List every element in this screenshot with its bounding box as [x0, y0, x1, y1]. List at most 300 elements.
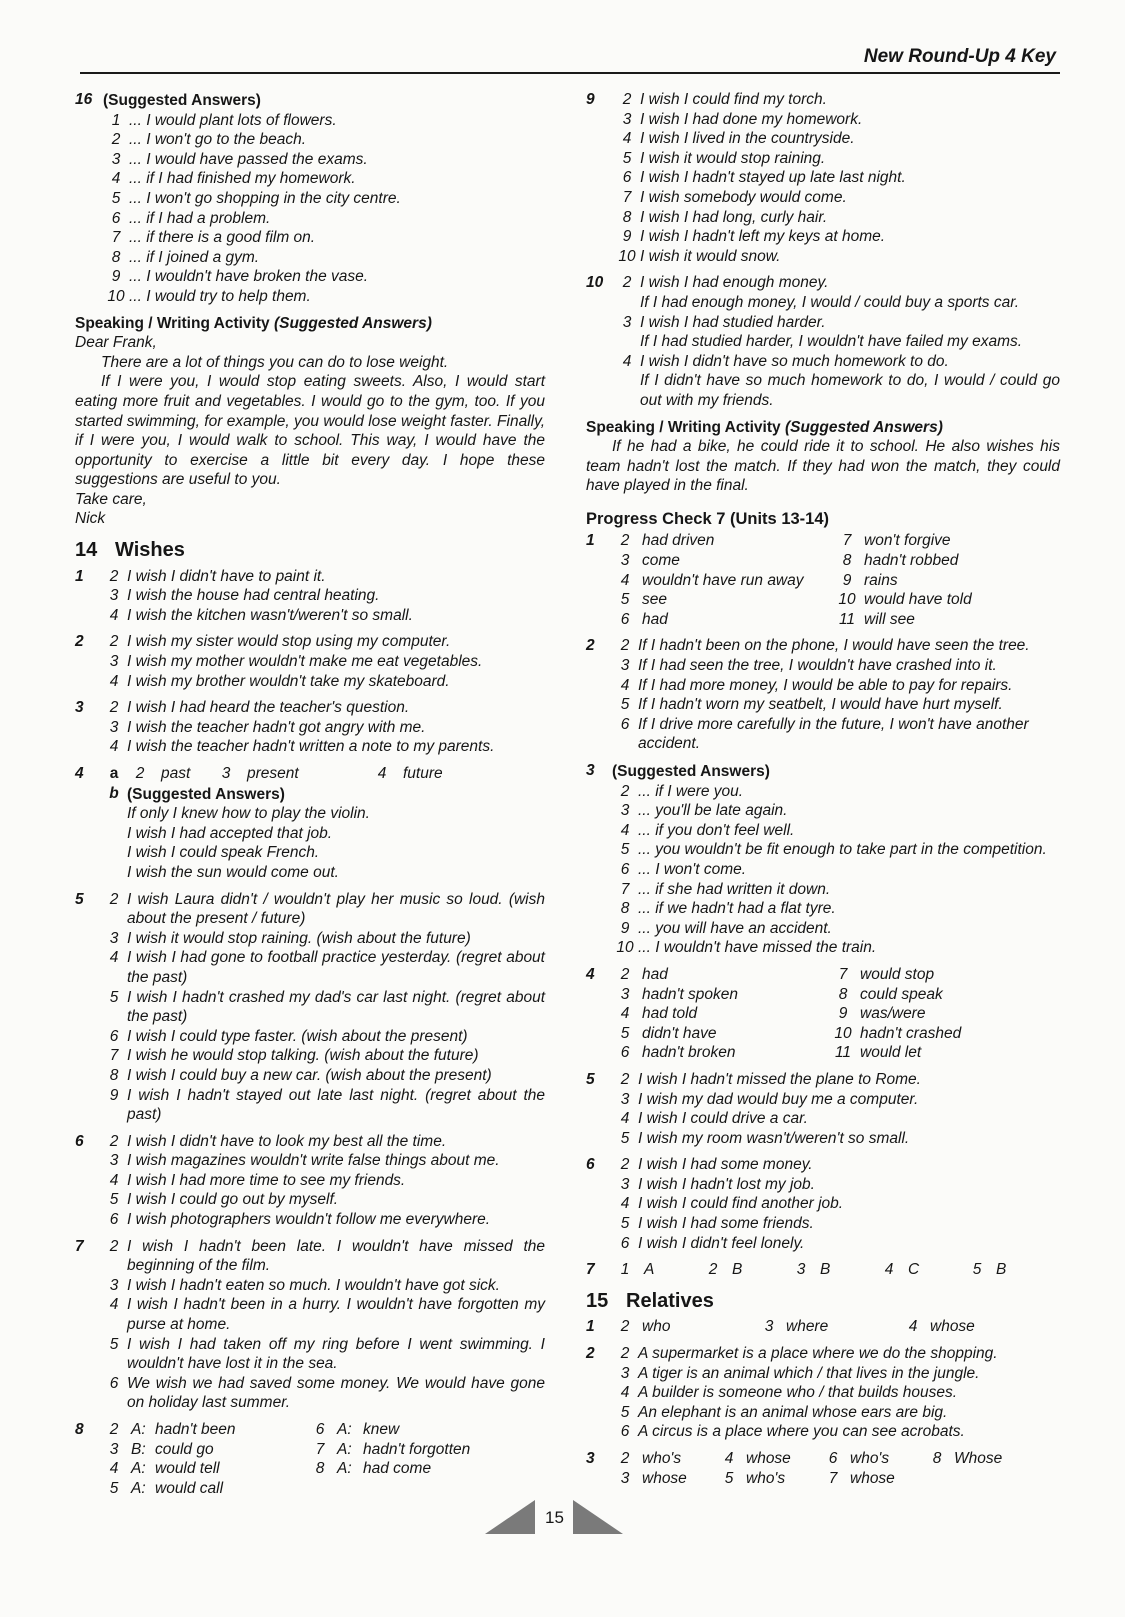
item-number: 6	[109, 1027, 119, 1045]
exercise-body	[101, 890, 545, 1125]
answer-line	[614, 188, 1060, 208]
item-number: 4	[109, 672, 119, 690]
answer-text: I wish I could type faster. (wish about the present)	[127, 1027, 468, 1045]
cell: had come	[363, 1460, 432, 1478]
answer-line	[612, 985, 1060, 1005]
item-number: 5	[109, 1191, 119, 1209]
cell: 6	[620, 610, 630, 628]
cell: Whose	[954, 1450, 1003, 1467]
answer-line	[614, 247, 1060, 267]
part-label: a	[109, 765, 119, 782]
exercise-number: 3	[586, 1450, 595, 1467]
exercise	[75, 764, 545, 883]
cell: wouldn't have run away	[642, 571, 804, 589]
item-number: 6	[620, 1423, 630, 1441]
answer-text: ... I would try to help them.	[129, 287, 311, 305]
answer-text: ... you'll be late again.	[638, 802, 788, 820]
exercise-number: 10	[586, 274, 604, 292]
item-number: 3	[796, 1261, 806, 1279]
answer-line	[612, 1449, 1060, 1469]
answer-line	[612, 840, 1060, 860]
answer-text: I wish I hadn't stayed out late last night. (regret about the past)	[127, 1086, 545, 1124]
exercise-body	[101, 1237, 545, 1413]
item-number: 4	[109, 949, 119, 967]
answer-line	[103, 287, 545, 307]
answer-text	[640, 273, 1060, 312]
answer-line	[101, 1420, 545, 1440]
item-number: 5	[620, 1403, 630, 1421]
exercise-body	[612, 761, 1060, 958]
answer-text	[640, 352, 1060, 411]
exercise-number: 6	[75, 1132, 84, 1150]
item-number: 1	[111, 111, 121, 129]
cell: had	[642, 610, 668, 628]
item-number: 10	[618, 247, 636, 265]
item-number: 4	[620, 676, 630, 694]
answer-line	[101, 1171, 545, 1191]
section-head: (Suggested Answers)	[103, 92, 261, 109]
cell: who's	[850, 1450, 890, 1467]
answer-text: ... I would plant lots of flowers.	[129, 111, 337, 129]
speaking-head	[75, 314, 545, 334]
answer-text: future	[403, 765, 443, 782]
answer-text: I wish the teacher hadn't got angry with me.	[127, 718, 426, 736]
exercise-body	[612, 965, 1060, 1063]
item-number: 2	[109, 1237, 119, 1255]
speaking-title: Speaking / Writing Activity	[75, 314, 274, 332]
item-number: 4	[109, 1171, 119, 1189]
answer-text: I wish I had some money.	[638, 1156, 813, 1174]
cell: 7	[828, 1469, 838, 1487]
exercise-number: 4	[586, 965, 595, 983]
answer-text: A tiger is an animal which / that lives in the jungle.	[638, 1364, 980, 1382]
item-number: 2	[109, 567, 119, 585]
item-number: 7	[109, 1047, 119, 1065]
cell: 10	[834, 1024, 852, 1042]
item-number: 4	[622, 352, 632, 370]
answer-line	[612, 590, 1060, 610]
answer-line	[612, 860, 1060, 880]
answer-text: If only I knew how to play the violin.	[127, 805, 370, 823]
answer-line	[101, 988, 545, 1027]
answer-text: I wish I had some friends.	[638, 1215, 814, 1233]
answer-line	[103, 189, 545, 209]
answer-text: I wish my sister would stop using my computer.	[127, 633, 451, 651]
letter-p2: If I were you, I would stop eating sweets. Also, I would start eating more fruit and vegetables. I would go to the gym, too. If you started swimming, for example, you would lose weight faster. Finally, if I were you, I would walk to school. This way, I would have the opportunity to exercise a little bit every day. I hope these suggestions are useful to you.	[75, 373, 545, 489]
answer-text: I wish I had heard the teacher's question.	[127, 699, 410, 717]
answer-text: I wish I had done my homework.	[640, 110, 863, 128]
item-number: 7	[111, 229, 121, 247]
answer-line	[103, 130, 545, 150]
exercise-body	[101, 1132, 545, 1230]
speaking-activity	[586, 418, 1060, 496]
item-number: 6	[109, 1374, 119, 1392]
answer-line	[101, 1374, 545, 1413]
answer-text: A supermarket is a place where we do the shopping.	[638, 1345, 998, 1363]
answer-text: I wish I hadn't lost my job.	[638, 1175, 815, 1193]
cell: who's	[642, 1450, 682, 1467]
item-number: 4	[109, 1296, 119, 1314]
answer-line	[101, 1237, 545, 1276]
item-number: 4	[111, 170, 121, 188]
answer-text: B	[996, 1261, 1007, 1279]
answer-line	[101, 1132, 545, 1152]
answer-text: ... I won't come.	[638, 860, 747, 878]
answer-text: A	[644, 1261, 655, 1279]
cell: 4	[620, 1005, 630, 1023]
answer-line	[103, 267, 545, 287]
cell: rains	[864, 571, 898, 589]
cell: would stop	[860, 965, 935, 983]
cell	[333, 1479, 363, 1499]
item-number: 3	[109, 929, 119, 947]
answer-text: ... you wouldn't be fit enough to take part in the competition.	[638, 841, 1047, 859]
unit-heading	[586, 1289, 1060, 1312]
cell: 6	[315, 1421, 325, 1438]
exercise	[586, 1317, 1060, 1337]
exercise	[75, 567, 545, 626]
answer-text: I wish somebody would come.	[640, 188, 847, 206]
answer-line	[614, 352, 1060, 411]
answer-line	[614, 129, 1060, 149]
answer-text: We wish we had saved some money. We would have gone on holiday last summer.	[127, 1374, 545, 1412]
item-number: 6	[620, 715, 630, 733]
cell: could speak	[860, 985, 943, 1003]
answer-line	[612, 1403, 1060, 1423]
answer-text: If I drive more carefully in the future, I won't have another accident.	[638, 715, 1029, 753]
answer-line	[612, 1422, 1060, 1442]
letter-greeting: Dear Frank,	[75, 334, 157, 352]
item-number: 8	[622, 208, 632, 226]
exercise-number: 1	[586, 1318, 595, 1336]
item-number: 4	[884, 1261, 894, 1279]
cell: 4	[724, 1450, 734, 1467]
item-number: 4	[622, 130, 632, 148]
answer-text: I wish I didn't feel lonely.	[638, 1234, 805, 1252]
exercise	[75, 1420, 545, 1498]
answer-text: I wish I hadn't been in a hurry. I wouldn't have forgotten my purse at home.	[127, 1296, 545, 1334]
answer-line	[612, 965, 1060, 985]
cell	[950, 1469, 1028, 1489]
answer-text: If I had seen the tree, I wouldn't have crashed into it.	[638, 657, 997, 675]
item-number: 5	[620, 841, 630, 859]
cell: 4	[109, 1460, 119, 1478]
cell: 7	[842, 532, 852, 550]
answer-text: ... if I had a problem.	[129, 209, 271, 227]
item-number: 10	[616, 939, 634, 957]
left-column	[75, 90, 545, 1505]
item-number: 5	[622, 149, 632, 167]
answer-text: I wish I didn't have to look my best all the time.	[127, 1132, 447, 1150]
cell: 2	[620, 1450, 630, 1467]
cell: 8	[932, 1450, 942, 1467]
answer-line	[101, 1440, 545, 1460]
cell: hadn't robbed	[864, 552, 959, 570]
answer-line	[612, 1469, 1060, 1489]
item-number: 4	[908, 1318, 918, 1336]
answer-text: I wish I hadn't eaten so much. I wouldn't have got sick.	[127, 1276, 500, 1294]
cell	[363, 1479, 513, 1499]
exercise-number: 2	[75, 633, 84, 651]
exercise-body	[614, 90, 1060, 266]
unit-title: Relatives	[626, 1289, 714, 1312]
part-label: b	[109, 784, 119, 802]
answer-text: who	[642, 1318, 671, 1336]
exercise-number: 5	[586, 1070, 595, 1088]
answer-text: ... I wouldn't have broken the vase.	[129, 268, 369, 286]
exercise	[75, 632, 545, 691]
item-number: 3	[221, 765, 231, 782]
cell: who's	[746, 1469, 786, 1487]
item-number: 1	[620, 1261, 630, 1279]
exercise-number: 3	[586, 762, 595, 779]
item-number: 9	[620, 919, 630, 937]
item-number: 5	[620, 1129, 630, 1147]
answer-line	[612, 1090, 1060, 1110]
speaking-subtitle: (Suggested Answers)	[273, 314, 432, 332]
item-number: 4	[109, 738, 119, 756]
cell: had	[642, 965, 668, 983]
answer-line	[612, 636, 1060, 656]
item-number: 2	[620, 1070, 630, 1088]
cell: A:	[337, 1421, 352, 1438]
item-number: 4	[620, 821, 630, 839]
item-number: 6	[620, 860, 630, 878]
cell: hadn't broken	[642, 1044, 736, 1062]
answer-text: I wish I hadn't crashed my dad's car last night. (regret about the past)	[127, 988, 545, 1026]
answer-text: I wish I could buy a new car. (wish about the present)	[127, 1066, 492, 1084]
part-b	[101, 784, 545, 883]
exercise-body	[101, 764, 545, 883]
answer-text: A builder is someone who / that builds houses.	[638, 1384, 958, 1402]
answer-line	[101, 1086, 545, 1125]
answer-text: If I hadn't been on the phone, I would have seen the tree.	[638, 637, 1030, 655]
progress-heading: Progress Check 7 (Units 13-14)	[586, 509, 830, 528]
item-number: 5	[620, 696, 630, 714]
cell: 5	[620, 1024, 630, 1042]
answer-line	[612, 1364, 1060, 1384]
answer-text: I wish I had gone to football practice yesterday. (regret about the past)	[127, 949, 545, 986]
unit-heading	[75, 541, 545, 561]
cell: 11	[838, 610, 856, 628]
answer-line	[612, 782, 1060, 802]
wish-sentence: I wish I had enough money.	[640, 274, 829, 292]
cell: 7	[838, 965, 848, 983]
answer-text: ... I won't go shopping in the city centre.	[129, 189, 401, 207]
cell: 11	[834, 1044, 852, 1062]
answer-text: present	[247, 765, 299, 782]
answer-text: I wish my brother wouldn't take my skateboard.	[127, 672, 450, 690]
item-number: 9	[111, 268, 121, 286]
item-number: 5	[620, 1215, 630, 1233]
exercise	[586, 1070, 1060, 1148]
answer-text: I wish I could drive a car.	[638, 1110, 808, 1128]
speaking-head	[586, 418, 1060, 438]
exercise	[586, 1155, 1060, 1253]
answer-line	[101, 586, 545, 606]
cell: whose	[746, 1450, 791, 1467]
answer-text: I wish I had accepted that job.	[127, 824, 333, 842]
item-number: 8	[109, 1066, 119, 1084]
answer-text: I wish I could speak French.	[127, 844, 320, 862]
answer-line	[612, 1175, 1060, 1195]
answer-line	[612, 1109, 1060, 1129]
exercise	[75, 90, 545, 307]
answer-text: ... if I joined a gym.	[129, 248, 260, 266]
answer-text: I wish it would stop raining.	[640, 149, 826, 167]
answer-text: ... I won't go to the beach.	[129, 131, 307, 149]
item-number: 2	[622, 91, 632, 108]
answer-text: I wish I could go out by myself.	[127, 1191, 339, 1209]
exercise-body	[103, 90, 545, 307]
item-number: 2	[622, 274, 632, 292]
item-number: 3	[109, 1276, 119, 1294]
item-number: 3	[620, 1090, 630, 1108]
answer-text: ... if we hadn't had a flat tyre.	[638, 900, 836, 918]
speaking-text: If he had a bike, he could ride it to school. He also wishes his team hadn't lost the match. If they had won the match, they could have played in the final.	[586, 438, 1060, 495]
answer-text: I wish I could find my torch.	[640, 91, 827, 108]
item-number: 6	[620, 1234, 630, 1252]
answer-line	[101, 698, 545, 718]
answer-text: whose	[930, 1318, 975, 1336]
answer-line	[614, 313, 1060, 352]
item-number: 9	[109, 1086, 119, 1104]
answer-text: I wish I didn't have to paint it.	[127, 567, 326, 585]
exercise-body	[101, 1420, 545, 1498]
exercise-number: 3	[75, 699, 84, 717]
item-number: 6	[109, 1211, 119, 1229]
cell: 6	[620, 1044, 630, 1062]
cell: 3	[620, 552, 630, 570]
item-number: 2	[109, 1132, 119, 1150]
answer-line	[101, 929, 545, 949]
exercise	[75, 1132, 545, 1230]
answer-line	[612, 880, 1060, 900]
answer-line	[101, 1027, 545, 1047]
answer-text: I wish I had more time to see my friends.	[127, 1171, 406, 1189]
cell: would let	[860, 1044, 922, 1062]
answer-line	[101, 1210, 545, 1230]
answer-text: I wish magazines wouldn't write false things about me.	[127, 1152, 500, 1170]
exercise-body	[612, 1449, 1060, 1488]
answer-line	[103, 150, 545, 170]
cell: hadn't crashed	[860, 1024, 962, 1042]
answer-line	[612, 1317, 1060, 1337]
answer-text: I wish I lived in the countryside.	[640, 130, 855, 148]
answer-line	[612, 1344, 1060, 1364]
answer-line	[612, 1234, 1060, 1254]
answer-line	[101, 632, 545, 652]
exercise	[586, 761, 1060, 958]
answer-text: I wish the teacher hadn't written a note to my parents.	[127, 738, 495, 756]
item-number: 3	[620, 1175, 630, 1193]
answer-line	[101, 890, 545, 929]
exercise-number: 7	[75, 1237, 84, 1255]
item-number: 5	[972, 1261, 982, 1279]
answer-line	[612, 1155, 1060, 1175]
answer-line	[101, 1066, 545, 1086]
cell	[924, 1469, 950, 1489]
exercise-body	[614, 273, 1060, 410]
cell: 2	[620, 532, 630, 550]
answer-text: If I hadn't worn my seatbelt, I would have hurt myself.	[638, 696, 1003, 714]
exercise	[586, 1260, 1060, 1280]
answer-text: I wish I hadn't left my keys at home.	[640, 228, 886, 246]
exercise	[586, 965, 1060, 1063]
section-head: (Suggested Answers)	[612, 763, 770, 780]
answer-text: I wish the sun would come out.	[127, 863, 339, 881]
item-number: 3	[109, 587, 119, 605]
item-number: 8	[620, 900, 630, 918]
exercise	[75, 890, 545, 1125]
cell: had told	[642, 1005, 698, 1023]
answer-text: An elephant is an animal whose ears are big.	[638, 1403, 948, 1421]
answer-line	[103, 209, 545, 229]
answer-line	[614, 227, 1060, 247]
unit-number: 14	[75, 539, 98, 562]
answer-line	[612, 610, 1060, 630]
answer-text: I wish my mother wouldn't make me eat vegetables.	[127, 653, 483, 671]
answer-line	[101, 1479, 545, 1499]
answer-line	[103, 248, 545, 268]
header	[80, 44, 1060, 74]
answer-line	[612, 571, 1060, 591]
wish-sentence: I wish I had studied harder.	[640, 313, 826, 331]
cell: won't forgive	[864, 532, 951, 550]
exercise	[75, 698, 545, 757]
answer-text: I wish it would snow.	[640, 247, 781, 265]
answer-line	[612, 1070, 1060, 1090]
answer-text: A circus is a place where you can see acrobats.	[638, 1423, 965, 1441]
answer-text: If I had more money, I would be able to pay for repairs.	[638, 676, 1013, 694]
exercise-number: 1	[75, 567, 84, 585]
answer-line	[614, 90, 1060, 110]
cell: hadn't forgotten	[363, 1440, 471, 1458]
answer-text: I wish the house had central heating.	[127, 587, 380, 605]
answer-line	[614, 208, 1060, 228]
answer-line	[612, 1004, 1060, 1024]
page-footer	[485, 1498, 625, 1538]
answer-text: ... if I were you.	[638, 782, 744, 800]
item-number: 3	[620, 1364, 630, 1382]
exercise-number: 9	[586, 91, 595, 108]
answer-line	[612, 821, 1060, 841]
item-number: 2	[620, 1156, 630, 1174]
answer-line	[612, 1383, 1060, 1403]
answer-text: I wish my room wasn't/weren't so small.	[638, 1129, 910, 1147]
exercise	[586, 531, 1060, 629]
if-sentence: If I had enough money, I would / could buy a sports car.	[640, 293, 1020, 311]
cell: see	[642, 591, 667, 609]
answer-text: ... I would have passed the exams.	[129, 150, 368, 168]
answer-line	[101, 1295, 545, 1334]
cell: whose	[850, 1469, 895, 1487]
exercise-body	[612, 636, 1060, 754]
answer-line	[614, 168, 1060, 188]
answer-line	[612, 1129, 1060, 1149]
answer-line	[101, 1459, 545, 1479]
answer-line	[614, 149, 1060, 169]
speaking-activity	[75, 314, 545, 530]
exercise-number: 2	[586, 1345, 595, 1363]
cell: A:	[337, 1460, 352, 1478]
cell: A:	[131, 1460, 146, 1478]
item-number: 3	[109, 718, 119, 736]
exercise-body	[612, 1344, 1060, 1442]
cell: 8	[842, 552, 852, 570]
answer-line	[614, 273, 1060, 312]
item-number: 3	[111, 150, 121, 168]
